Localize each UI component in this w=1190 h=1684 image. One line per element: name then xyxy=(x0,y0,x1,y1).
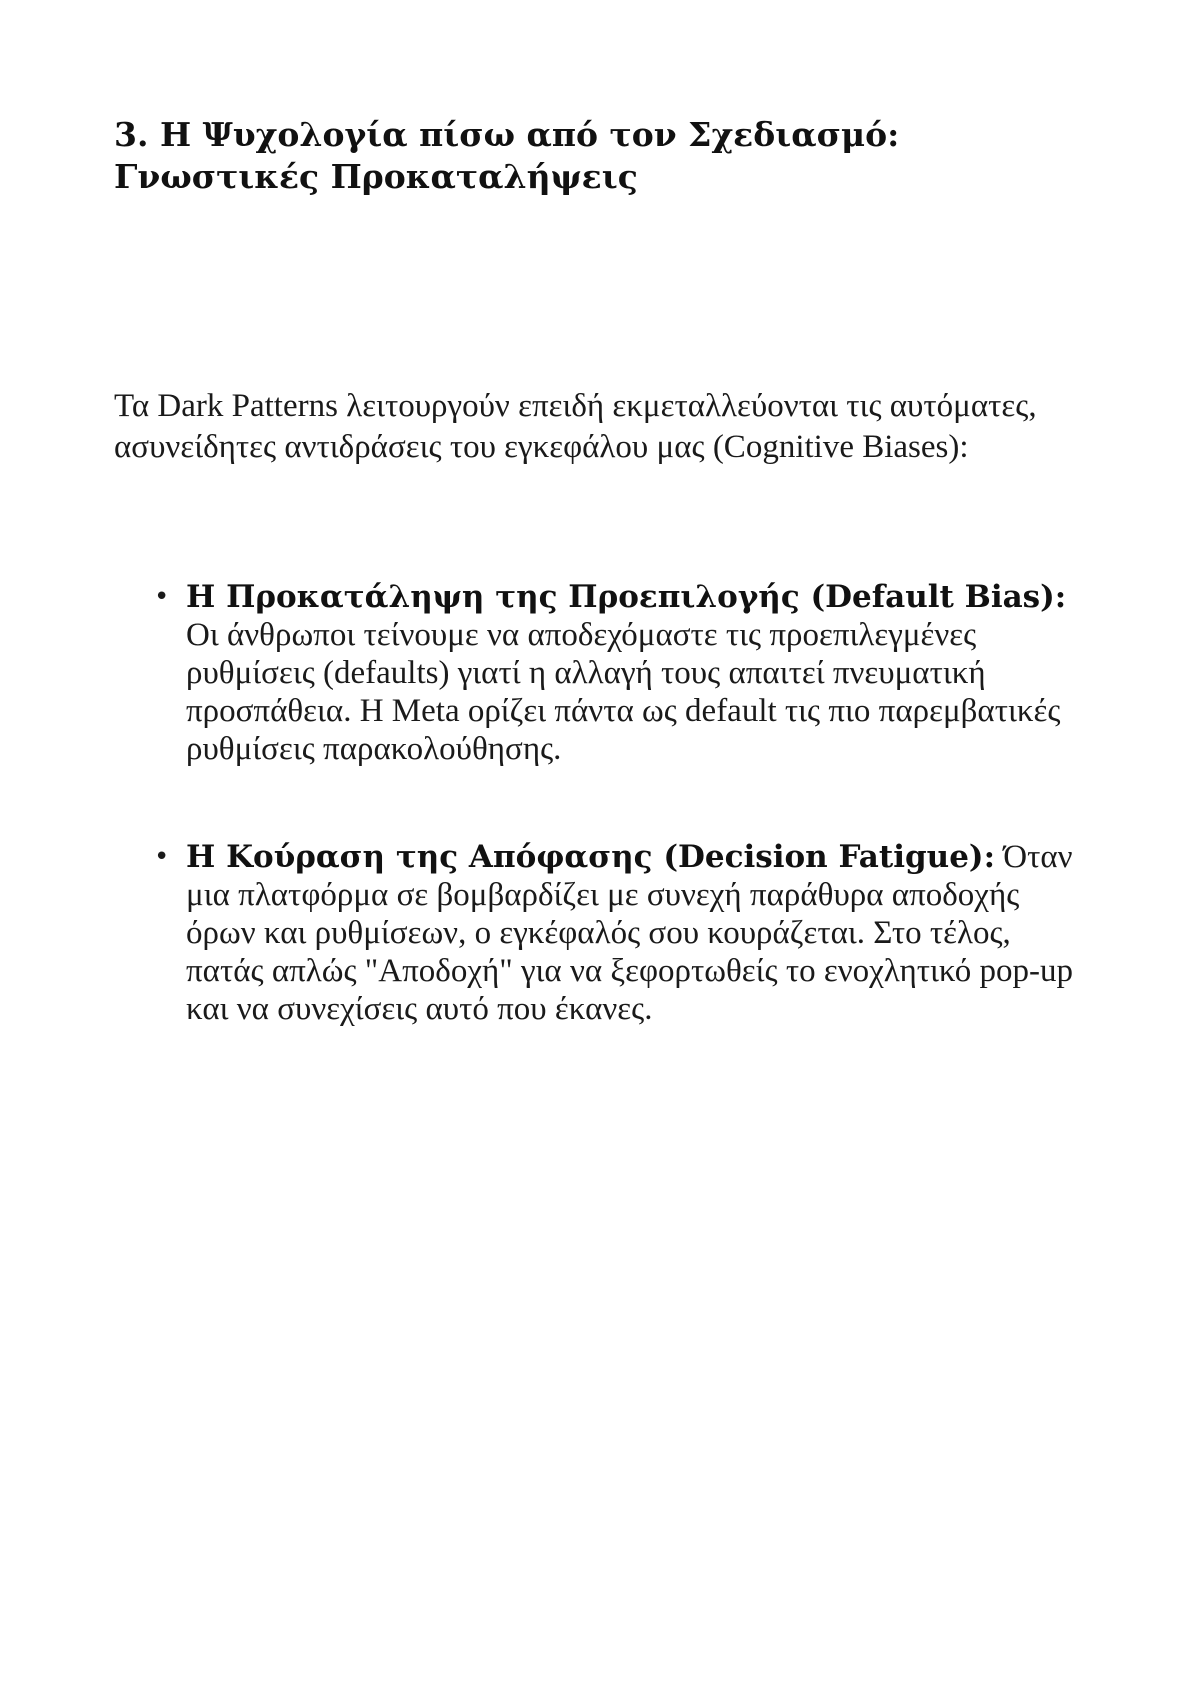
bullet-icon: • xyxy=(154,582,170,612)
bias-term: Η Κούραση της Απόφασης (Decision Fatigue): xyxy=(186,839,996,875)
list-item-default-bias xyxy=(114,578,1094,768)
bias-term: Η Προκατάληψη της Προεπιλογής (Default Bias): xyxy=(186,579,1067,615)
section-heading: 3. Η Ψυχολογία πίσω από τον Σχεδιασμό: Γνωστικές Προκαταλήψεις xyxy=(114,115,900,196)
bias-description: Οι άνθρωποι τείνουμε να αποδεχόμαστε τις προεπιλεγμένες ρυθμίσεις (defaults) γιατί η αλλαγή τους απαιτεί πνευματική προσπάθεια. Η Meta ορίζει πάντα ως default τις πιο παρεμβατικές ρυθμίσεις παρακολούθησης. xyxy=(186,617,1061,767)
bias-list xyxy=(114,578,1094,1028)
bullet-icon: • xyxy=(154,842,170,872)
intro-paragraph: Τα Dark Patterns λειτουργούν επειδή εκμεταλλεύονται τις αυτόματες, ασυνείδητες αντιδράσεις του εγκεφάλου μας (Cognitive Biases): xyxy=(114,388,1037,465)
bias-description: Όταν μια πλατφόρμα σε βομβαρδίζει με συνεχή παράθυρα αποδοχής όρων και ρυθμίσεων, ο εγκέφαλός σου κουράζεται. Στο τέλος, πατάς απλώς "Αποδοχή" για να ξεφορτωθείς το ενοχλητικό pop-up και να συνεχίσεις αυτό που έκανες. xyxy=(186,839,1074,1027)
list-item-decision-fatigue xyxy=(114,838,1094,1028)
